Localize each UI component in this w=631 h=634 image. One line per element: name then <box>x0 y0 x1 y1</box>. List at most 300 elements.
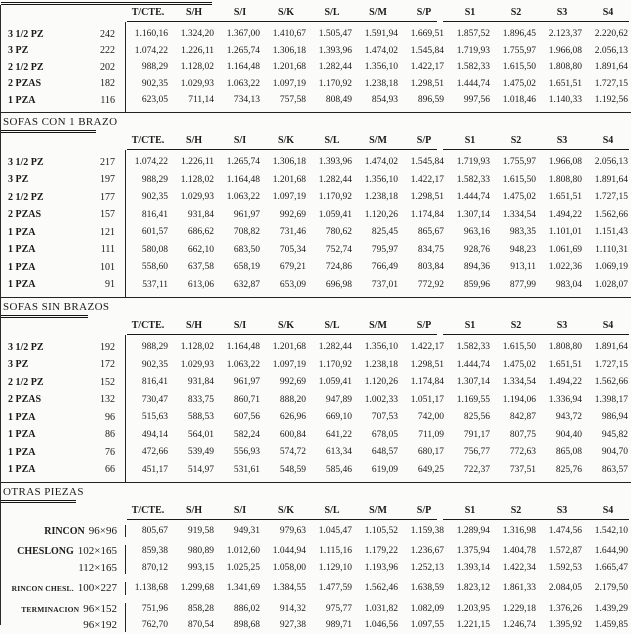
price-cell: 1.615,50 <box>502 342 536 353</box>
table-row <box>0 543 631 560</box>
price-cell: 860,71 <box>233 394 260 405</box>
price-cell: 1.562,46 <box>364 583 398 594</box>
price-cell: 1.128,02 <box>180 342 214 353</box>
table-row <box>0 339 631 357</box>
table-row <box>0 154 631 172</box>
price-cell: 1.160,16 <box>134 29 168 40</box>
price-cell: 1.808,80 <box>548 342 582 353</box>
section-sofas-top <box>0 2 631 113</box>
price-cells <box>125 360 631 370</box>
column-header: S1 <box>464 7 476 18</box>
price-cells <box>125 157 631 167</box>
price-cell: 988,29 <box>141 62 168 73</box>
price-cell: 600,84 <box>279 429 306 440</box>
price-cell: 975,77 <box>325 603 352 614</box>
table-row <box>0 409 631 427</box>
price-cell: 825,56 <box>463 412 490 423</box>
column-header: S/L <box>324 134 340 146</box>
price-cells <box>125 583 631 593</box>
price-cells <box>125 29 631 39</box>
item-label: 3 1/2 PZ <box>8 341 44 353</box>
price-cell: 742,00 <box>417 412 444 423</box>
price-cell: 896,59 <box>417 95 444 106</box>
price-cells <box>125 546 631 556</box>
price-cell: 1.651,51 <box>548 78 582 89</box>
table-body <box>0 150 631 294</box>
price-cell: 751,96 <box>141 603 168 614</box>
price-cell: 1.298,51 <box>410 78 444 89</box>
item-label: 1 PZA <box>8 226 36 238</box>
price-cell: 2.220,62 <box>594 29 628 40</box>
price-cell: 1.665,47 <box>594 562 628 573</box>
price-cell: 1.174,84 <box>410 209 444 220</box>
price-cell: 1.444,74 <box>456 359 490 370</box>
price-cell: 1.097,19 <box>272 78 306 89</box>
price-cell: 949,31 <box>233 525 260 536</box>
section-separator <box>0 112 631 113</box>
price-cell: 791,17 <box>463 429 490 440</box>
price-cell: 1.044,94 <box>272 546 306 557</box>
price-cell: 653,09 <box>279 279 306 290</box>
price-cell: 1.582,33 <box>456 174 490 185</box>
price-cell: 1.246,74 <box>502 620 536 631</box>
price-cell: 1.651,51 <box>548 359 582 370</box>
price-cell: 1.174,84 <box>410 377 444 388</box>
price-cell: 1.226,11 <box>181 157 214 168</box>
item-label: 1 PZA <box>8 244 36 256</box>
price-cell: 1.395,92 <box>548 620 582 631</box>
price-cell: 904,70 <box>601 447 628 458</box>
item-code: 121 <box>100 226 115 238</box>
piece-group-rincon <box>0 523 631 540</box>
price-cell: 772,63 <box>509 447 536 458</box>
price-cell: 1.474,56 <box>548 525 582 536</box>
price-cell: 833,75 <box>187 394 214 405</box>
price-cell: 816,41 <box>141 377 168 388</box>
item-label: 1 PZA <box>8 94 36 106</box>
price-cell: 1.179,22 <box>364 546 398 557</box>
table-row <box>0 356 631 374</box>
price-cell: 1.265,74 <box>226 45 260 56</box>
price-cell: 1.236,67 <box>410 546 444 557</box>
price-cell: 1.151,43 <box>594 227 628 238</box>
column-header: S/I <box>233 319 247 331</box>
price-cell: 1.591,94 <box>364 29 398 40</box>
item-code: 96 <box>105 411 115 423</box>
price-cell: 927,38 <box>279 620 306 631</box>
price-cell: 680,17 <box>417 447 444 458</box>
price-cell: 1.562,66 <box>594 209 628 220</box>
price-cell: 1.298,51 <box>410 192 444 203</box>
header-rule <box>0 519 631 520</box>
price-cell: 686,62 <box>187 227 214 238</box>
item-code: 172 <box>100 359 115 371</box>
price-cell: 1.891,64 <box>594 174 628 185</box>
price-cell: 1.164,48 <box>226 62 260 73</box>
price-cell: 1.169,55 <box>456 394 490 405</box>
price-cell: 1.252,13 <box>410 562 444 573</box>
price-cell: 451,17 <box>141 464 168 475</box>
price-cell: 683,50 <box>233 244 260 255</box>
price-cells <box>125 563 631 573</box>
price-cell: 780,62 <box>325 227 352 238</box>
price-cell: 641,22 <box>325 429 352 440</box>
column-header: S4 <box>602 7 614 18</box>
price-cell: 1.422,17 <box>410 62 444 73</box>
price-cell: 1.891,64 <box>594 62 628 73</box>
price-cell: 1.334,54 <box>502 377 536 388</box>
table-row <box>0 523 631 540</box>
price-cell: 1.192,56 <box>594 95 628 106</box>
item-dimensions: 112×165 <box>78 561 117 574</box>
price-cell: 588,53 <box>187 412 214 423</box>
column-header: S/H <box>185 319 203 331</box>
price-cell: 1.128,02 <box>180 174 214 185</box>
price-cell: 607,56 <box>233 412 260 423</box>
column-header: T/CTE. <box>131 7 165 18</box>
price-cells <box>125 342 631 352</box>
price-cell: 1.097,19 <box>272 359 306 370</box>
price-cell: 1.896,45 <box>502 29 536 40</box>
price-cell: 1.282,44 <box>318 342 352 353</box>
price-cell: 658,19 <box>233 262 260 273</box>
price-cell: 1.029,93 <box>180 359 214 370</box>
price-cell: 1.444,74 <box>456 78 490 89</box>
price-cells <box>125 262 631 272</box>
item-code: 132 <box>100 394 115 406</box>
price-cell: 1.857,52 <box>456 29 490 40</box>
section-separator <box>0 297 631 298</box>
column-header: S1 <box>464 504 476 516</box>
price-cell: 2.123,37 <box>548 29 582 40</box>
price-cell: 825,76 <box>555 464 582 475</box>
price-cell: 1.727,15 <box>594 192 628 203</box>
price-cell: 1.334,54 <box>502 209 536 220</box>
column-header: S2 <box>510 319 522 331</box>
price-cell: 1.966,08 <box>548 157 582 168</box>
price-cell: 1.307,14 <box>456 209 490 220</box>
table-row <box>0 617 631 634</box>
price-cell: 888,20 <box>279 394 306 405</box>
price-cells <box>125 447 631 457</box>
price-cell: 1.572,87 <box>548 546 582 557</box>
price-cell: 574,72 <box>279 447 306 458</box>
column-header: S/L <box>324 7 340 18</box>
item-dimensions: 100×227 <box>77 582 117 595</box>
price-cell: 993,15 <box>187 562 214 573</box>
price-cell: 1.422,17 <box>410 174 444 185</box>
price-cell: 613,06 <box>187 279 214 290</box>
price-cell: 1.238,18 <box>364 78 398 89</box>
cut-title-underline <box>1 2 212 5</box>
price-cell: 1.505,47 <box>318 29 352 40</box>
price-cell: 1.170,92 <box>318 192 352 203</box>
price-cell: 1.226,11 <box>181 45 214 56</box>
column-header: S/K <box>277 319 295 331</box>
item-code: 76 <box>105 446 115 458</box>
column-header: S3 <box>556 319 568 331</box>
table-body <box>0 22 631 109</box>
item-label-wrap <box>0 603 125 615</box>
price-cell: 1.719,93 <box>456 45 490 56</box>
price-cell: 669,10 <box>325 412 352 423</box>
price-cell: 1.201,68 <box>272 62 306 73</box>
column-header: S/H <box>185 7 203 18</box>
column-header: S1 <box>464 319 476 331</box>
price-cell: 1.140,33 <box>548 95 582 106</box>
price-cell: 580,08 <box>141 244 168 255</box>
price-cell: 816,41 <box>141 209 168 220</box>
table-row <box>0 259 631 277</box>
price-cell: 619,09 <box>371 464 398 475</box>
price-cell: 601,57 <box>141 227 168 238</box>
item-label: 2 1/2 PZ <box>8 376 44 388</box>
item-code: 91 <box>105 279 115 291</box>
price-cell: 1.376,26 <box>548 603 582 614</box>
price-cell: 1.097,55 <box>410 620 444 631</box>
item-code: 157 <box>100 209 115 221</box>
price-cell: 1.562,66 <box>594 377 628 388</box>
price-cell: 931,84 <box>187 377 214 388</box>
column-header: S2 <box>510 7 522 18</box>
price-cells <box>125 280 631 290</box>
price-cell: 1.101,01 <box>548 227 582 238</box>
price-cell: 858,28 <box>187 603 214 614</box>
price-cell: 1.045,47 <box>318 525 352 536</box>
item-code: 202 <box>100 61 115 73</box>
price-cell: 1.221,15 <box>456 620 490 631</box>
price-cell: 752,74 <box>325 244 352 255</box>
item-label: 2 PZAS <box>8 394 42 406</box>
item-dimensions: 96×152 <box>83 602 117 615</box>
price-cell: 1.115,16 <box>319 546 352 557</box>
item-code: 111 <box>100 244 115 256</box>
price-cell: 986,94 <box>601 412 628 423</box>
item-label: 1 PZA <box>8 464 36 476</box>
price-cell: 1.719,93 <box>456 157 490 168</box>
price-cell: 1.808,80 <box>548 174 582 185</box>
price-cell: 983,04 <box>555 279 582 290</box>
price-cell: 1.229,18 <box>502 603 536 614</box>
piece-group-cheslong <box>0 543 631 576</box>
price-cell: 1.474,02 <box>364 157 398 168</box>
column-header: S/M <box>369 319 387 331</box>
price-cell: 756,77 <box>463 447 490 458</box>
column-header: S/H <box>185 134 203 146</box>
item-code: 242 <box>100 28 115 40</box>
column-header: S1 <box>464 134 476 146</box>
price-cell: 472,66 <box>141 447 168 458</box>
column-header: S3 <box>556 7 568 18</box>
price-cell: 1.638,59 <box>410 583 444 594</box>
price-cell: 1.022,36 <box>548 262 582 273</box>
column-header: S/K <box>277 7 295 18</box>
price-cell: 1.727,15 <box>594 78 628 89</box>
price-cell: 537,11 <box>142 279 168 290</box>
price-cell: 1.025,25 <box>226 562 260 573</box>
price-cell: 948,23 <box>509 244 536 255</box>
item-code: 86 <box>105 429 115 441</box>
price-cell: 648,57 <box>371 447 398 458</box>
price-cells <box>125 79 631 89</box>
price-cell: 515,63 <box>141 412 168 423</box>
price-cell: 1.545,84 <box>410 157 444 168</box>
price-cell: 1.477,59 <box>318 583 352 594</box>
price-cell: 2.084,05 <box>548 583 582 594</box>
price-cell: 1.110,31 <box>595 244 628 255</box>
price-cell: 1.058,00 <box>272 562 306 573</box>
column-header: S2 <box>510 134 522 146</box>
price-cell: 1.669,51 <box>410 29 444 40</box>
price-cell: 556,93 <box>233 447 260 458</box>
price-cell: 696,98 <box>325 279 352 290</box>
price-cell: 1.306,18 <box>272 45 306 56</box>
price-cell: 914,32 <box>279 603 306 614</box>
price-cell: 1.356,10 <box>364 62 398 73</box>
price-cell: 807,75 <box>509 429 536 440</box>
item-label: CHESLONG <box>17 546 74 558</box>
price-cell: 734,13 <box>233 95 260 106</box>
price-cell: 894,36 <box>463 262 490 273</box>
price-cell: 877,99 <box>509 279 536 290</box>
price-cell: 1.082,09 <box>410 603 444 614</box>
price-cell: 1.307,14 <box>456 377 490 388</box>
price-cell: 825,45 <box>371 227 398 238</box>
table-row <box>0 276 631 294</box>
table-row <box>0 224 631 242</box>
column-header: S/L <box>324 319 340 331</box>
price-cell: 762,70 <box>141 620 168 631</box>
price-cell: 1.422,34 <box>502 562 536 573</box>
price-cell: 1.128,02 <box>180 62 214 73</box>
price-cell: 1.170,92 <box>318 359 352 370</box>
price-cells <box>125 245 631 255</box>
price-cell: 1.063,22 <box>226 192 260 203</box>
column-header: S/P <box>416 504 432 516</box>
price-cell: 1.755,97 <box>502 157 536 168</box>
price-cell: 963,16 <box>463 227 490 238</box>
price-cell: 772,92 <box>417 279 444 290</box>
price-cell: 1.398,17 <box>594 394 628 405</box>
price-cell: 1.475,02 <box>502 78 536 89</box>
item-label-wrap <box>0 619 125 631</box>
price-cell: 613,34 <box>325 447 352 458</box>
item-code: 192 <box>100 341 115 353</box>
price-cell: 913,11 <box>510 262 536 273</box>
column-header-row <box>125 319 631 332</box>
table-row <box>0 76 631 93</box>
price-cell: 919,58 <box>187 525 214 536</box>
price-cell: 632,87 <box>233 279 260 290</box>
price-cell: 805,67 <box>141 525 168 536</box>
price-cell: 1.823,12 <box>456 583 490 594</box>
price-cell: 904,40 <box>555 429 582 440</box>
price-cells <box>125 175 631 185</box>
price-cell: 928,76 <box>463 244 490 255</box>
price-cell: 961,97 <box>233 209 260 220</box>
price-cell: 859,38 <box>141 546 168 557</box>
price-cells <box>125 412 631 422</box>
column-header: S4 <box>602 504 614 516</box>
price-cell: 1.727,15 <box>594 359 628 370</box>
price-cell: 1.238,18 <box>364 192 398 203</box>
price-cell: 662,10 <box>187 244 214 255</box>
price-cell: 1.012,60 <box>226 546 260 557</box>
price-cell: 902,35 <box>141 359 168 370</box>
price-cell: 1.201,68 <box>272 342 306 353</box>
price-cell: 2.056,13 <box>594 45 628 56</box>
column-header: S4 <box>602 134 614 146</box>
price-cell: 711,09 <box>418 429 444 440</box>
price-cells <box>125 46 631 56</box>
column-header: S/M <box>369 504 387 516</box>
price-cell: 1.404,78 <box>502 546 536 557</box>
column-header: S/I <box>233 7 247 18</box>
price-cell: 1.651,51 <box>548 192 582 203</box>
section-title: OTRAS PIEZAS <box>3 485 84 498</box>
column-header: S3 <box>556 134 568 146</box>
item-label: 1 PZA <box>8 429 36 441</box>
price-list-document <box>0 2 631 633</box>
price-cell: 1.265,74 <box>226 157 260 168</box>
price-cell: 1.545,84 <box>410 45 444 56</box>
price-cell: 1.120,26 <box>364 209 398 220</box>
price-cell: 863,57 <box>601 464 628 475</box>
table-row <box>0 601 631 618</box>
price-cell: 1.393,14 <box>456 562 490 573</box>
price-cell: 886,02 <box>233 603 260 614</box>
item-label-wrap <box>0 525 125 537</box>
title-double-underline <box>0 500 76 503</box>
section-title: SOFAS CON 1 BRAZO <box>3 115 118 128</box>
price-cell: 1.808,80 <box>548 62 582 73</box>
price-cell: 803,84 <box>417 262 444 273</box>
price-cell: 1.615,50 <box>502 62 536 73</box>
item-label: 1 PZA <box>8 446 36 458</box>
price-cell: 1.097,19 <box>272 192 306 203</box>
price-cell: 1.063,22 <box>226 78 260 89</box>
price-cell: 1.193,96 <box>364 562 398 573</box>
column-header-row <box>125 504 631 517</box>
item-label: 3 1/2 PZ <box>8 156 44 168</box>
item-label: 3 PZ <box>8 45 29 57</box>
price-cell: 997,56 <box>463 95 490 106</box>
price-cell: 834,75 <box>417 244 444 255</box>
price-cell: 1.194,06 <box>502 394 536 405</box>
price-cell: 1.755,97 <box>502 45 536 56</box>
price-cell: 1.582,33 <box>456 342 490 353</box>
section-sofas-sin-brazos <box>0 301 631 483</box>
item-label: 3 1/2 PZ <box>8 28 44 40</box>
title-double-underline <box>0 130 96 133</box>
price-cell: 585,46 <box>325 464 352 475</box>
price-cell: 1.129,10 <box>318 562 352 573</box>
price-cell: 1.592,53 <box>548 562 582 573</box>
price-cell: 898,68 <box>233 620 260 631</box>
price-cells <box>125 604 631 614</box>
price-cell: 1.393,96 <box>318 45 352 56</box>
item-code: 177 <box>100 191 115 203</box>
price-cell: 1.282,44 <box>318 62 352 73</box>
item-label: 3 PZ <box>8 174 29 186</box>
price-cell: 1.393,96 <box>318 157 352 168</box>
column-header: S/P <box>416 7 432 18</box>
table-row <box>0 391 631 409</box>
price-cell: 708,82 <box>233 227 260 238</box>
price-cell: 637,58 <box>187 262 214 273</box>
price-cell: 1.061,69 <box>548 244 582 255</box>
price-cell: 626,96 <box>279 412 306 423</box>
